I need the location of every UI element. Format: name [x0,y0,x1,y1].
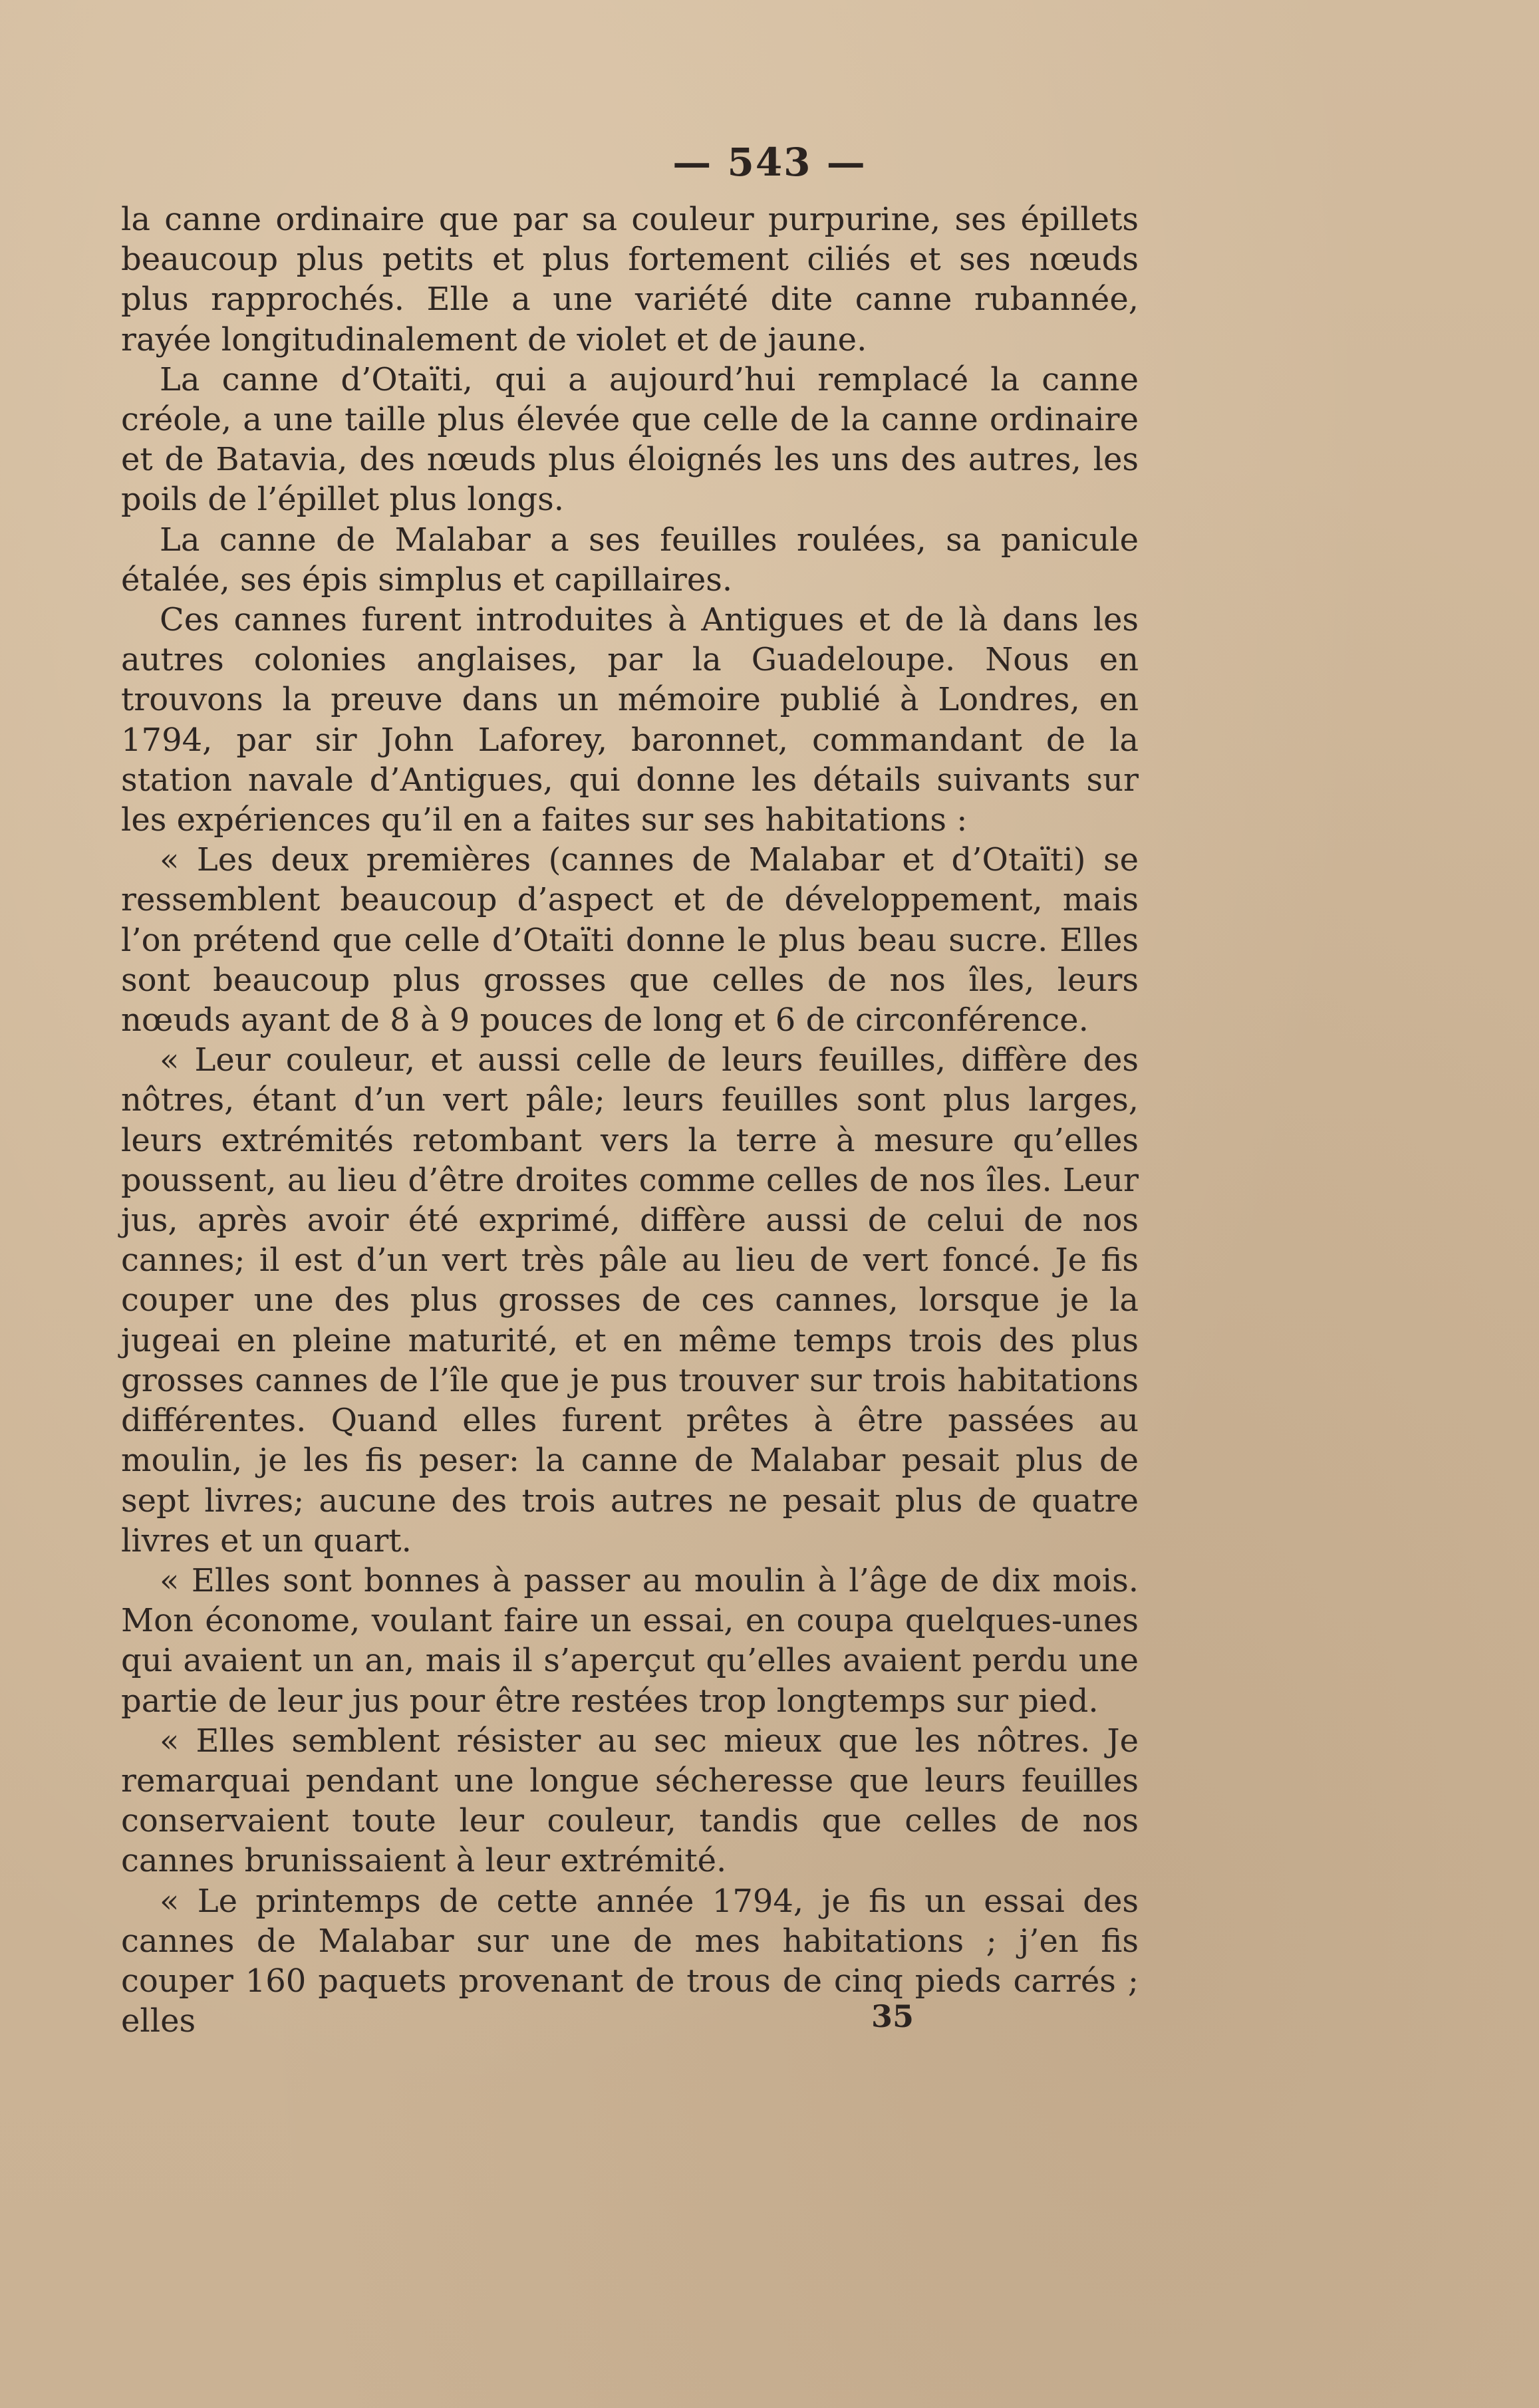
paragraph-1: la canne ordinaire que par sa couleur purpurine, ses épillets beaucoup plus petits et plus fortement ciliés et ses nœuds plus rapprochés. Elle a une variété dite canne rubannée, rayée longitudinalement de violet et de jaune. [121,201,1139,358]
signature-mark: 35 [871,1998,914,2034]
page-number: — 543 — [672,140,867,185]
paragraph-5: « Les deux premières (cannes de Malabar et d’Otaïti) se ressemblent beaucoup d’aspect et de développement, mais l’on prétend que celle d’Otaïti donne le plus beau sucre. Elles sont beaucoup plus grosses que celles de nos îles, leurs nœuds ayant de 8 à 9 pouces de long et 6 de circonférence. [121,841,1139,1039]
paragraph-3: La canne de Malabar a ses feuilles roulées, sa panicule étalée, ses épis simplus et capillaires. [121,521,1139,599]
paragraph-9: « Le printemps de cette année 1794, je fis un essai des cannes de Malabar sur une de mes habitations ; j’en fis couper 160 paquets provenant de trous de cinq pieds carrés ; elles [121,1882,1139,2040]
paragraph-6: « Leur couleur, et aussi celle de leurs feuilles, diffère des nôtres, étant d’un vert pâle; leurs feuilles sont plus larges, leurs extrémités retombant vers la terre à mesure qu’elles poussent, au lieu d’être droites comme celles de nos îles. Leur jus, après avoir été exprimé, diffère aussi de celui de nos cannes; il est d’un vert très pâle au lieu de vert foncé. Je fis couper une des plus grosses de ces cannes, lorsque je la jugeai en pleine maturité, et en même temps trois des plus grosses cannes de l’île que je pus trouver sur trois habitations différentes. Quand elles furent prêtes à être passées au moulin, je les fis peser: la canne de Malabar pesait plus de sept livres; aucune des trois autres ne pesait plus de quatre livres et un quart. [121,1041,1139,1559]
body-text [121,200,1139,2041]
paragraph-8: « Elles semblent résister au sec mieux que les nôtres. Je remarquai pendant une longue sécheresse que leurs feuilles conservaient toute leur couleur, tandis que celles de nos cannes brunissaient à leur extrémité. [121,1722,1139,1880]
paragraph-4: Ces cannes furent introduites à Antigues et de là dans les autres colonies anglaises, par la Guadeloupe. Nous en trouvons la preuve dans un mémoire publié à Londres, en 1794, par sir John Laforey, baronnet, commandant de la station navale d’Antigues, qui donne les détails suivants sur les expériences qu’il en a faites sur ses habitations : [121,601,1139,839]
paragraph-7: « Elles sont bonnes à passer au moulin à l’âge de dix mois. Mon économe, voulant faire un essai, en coupa quelques-unes qui avaient un an, mais il s’aperçut qu’elles avaient perdu une partie de leur jus pour être restées trop longtemps sur pied. [121,1561,1139,1720]
paragraph-2: La canne d’Otaïti, qui a aujourd’hui remplacé la canne créole, a une taille plus élevée que celle de la canne ordinaire et de Batavia, des nœuds plus éloignés les uns des autres, les poils de l’épillet plus longs. [121,360,1139,519]
